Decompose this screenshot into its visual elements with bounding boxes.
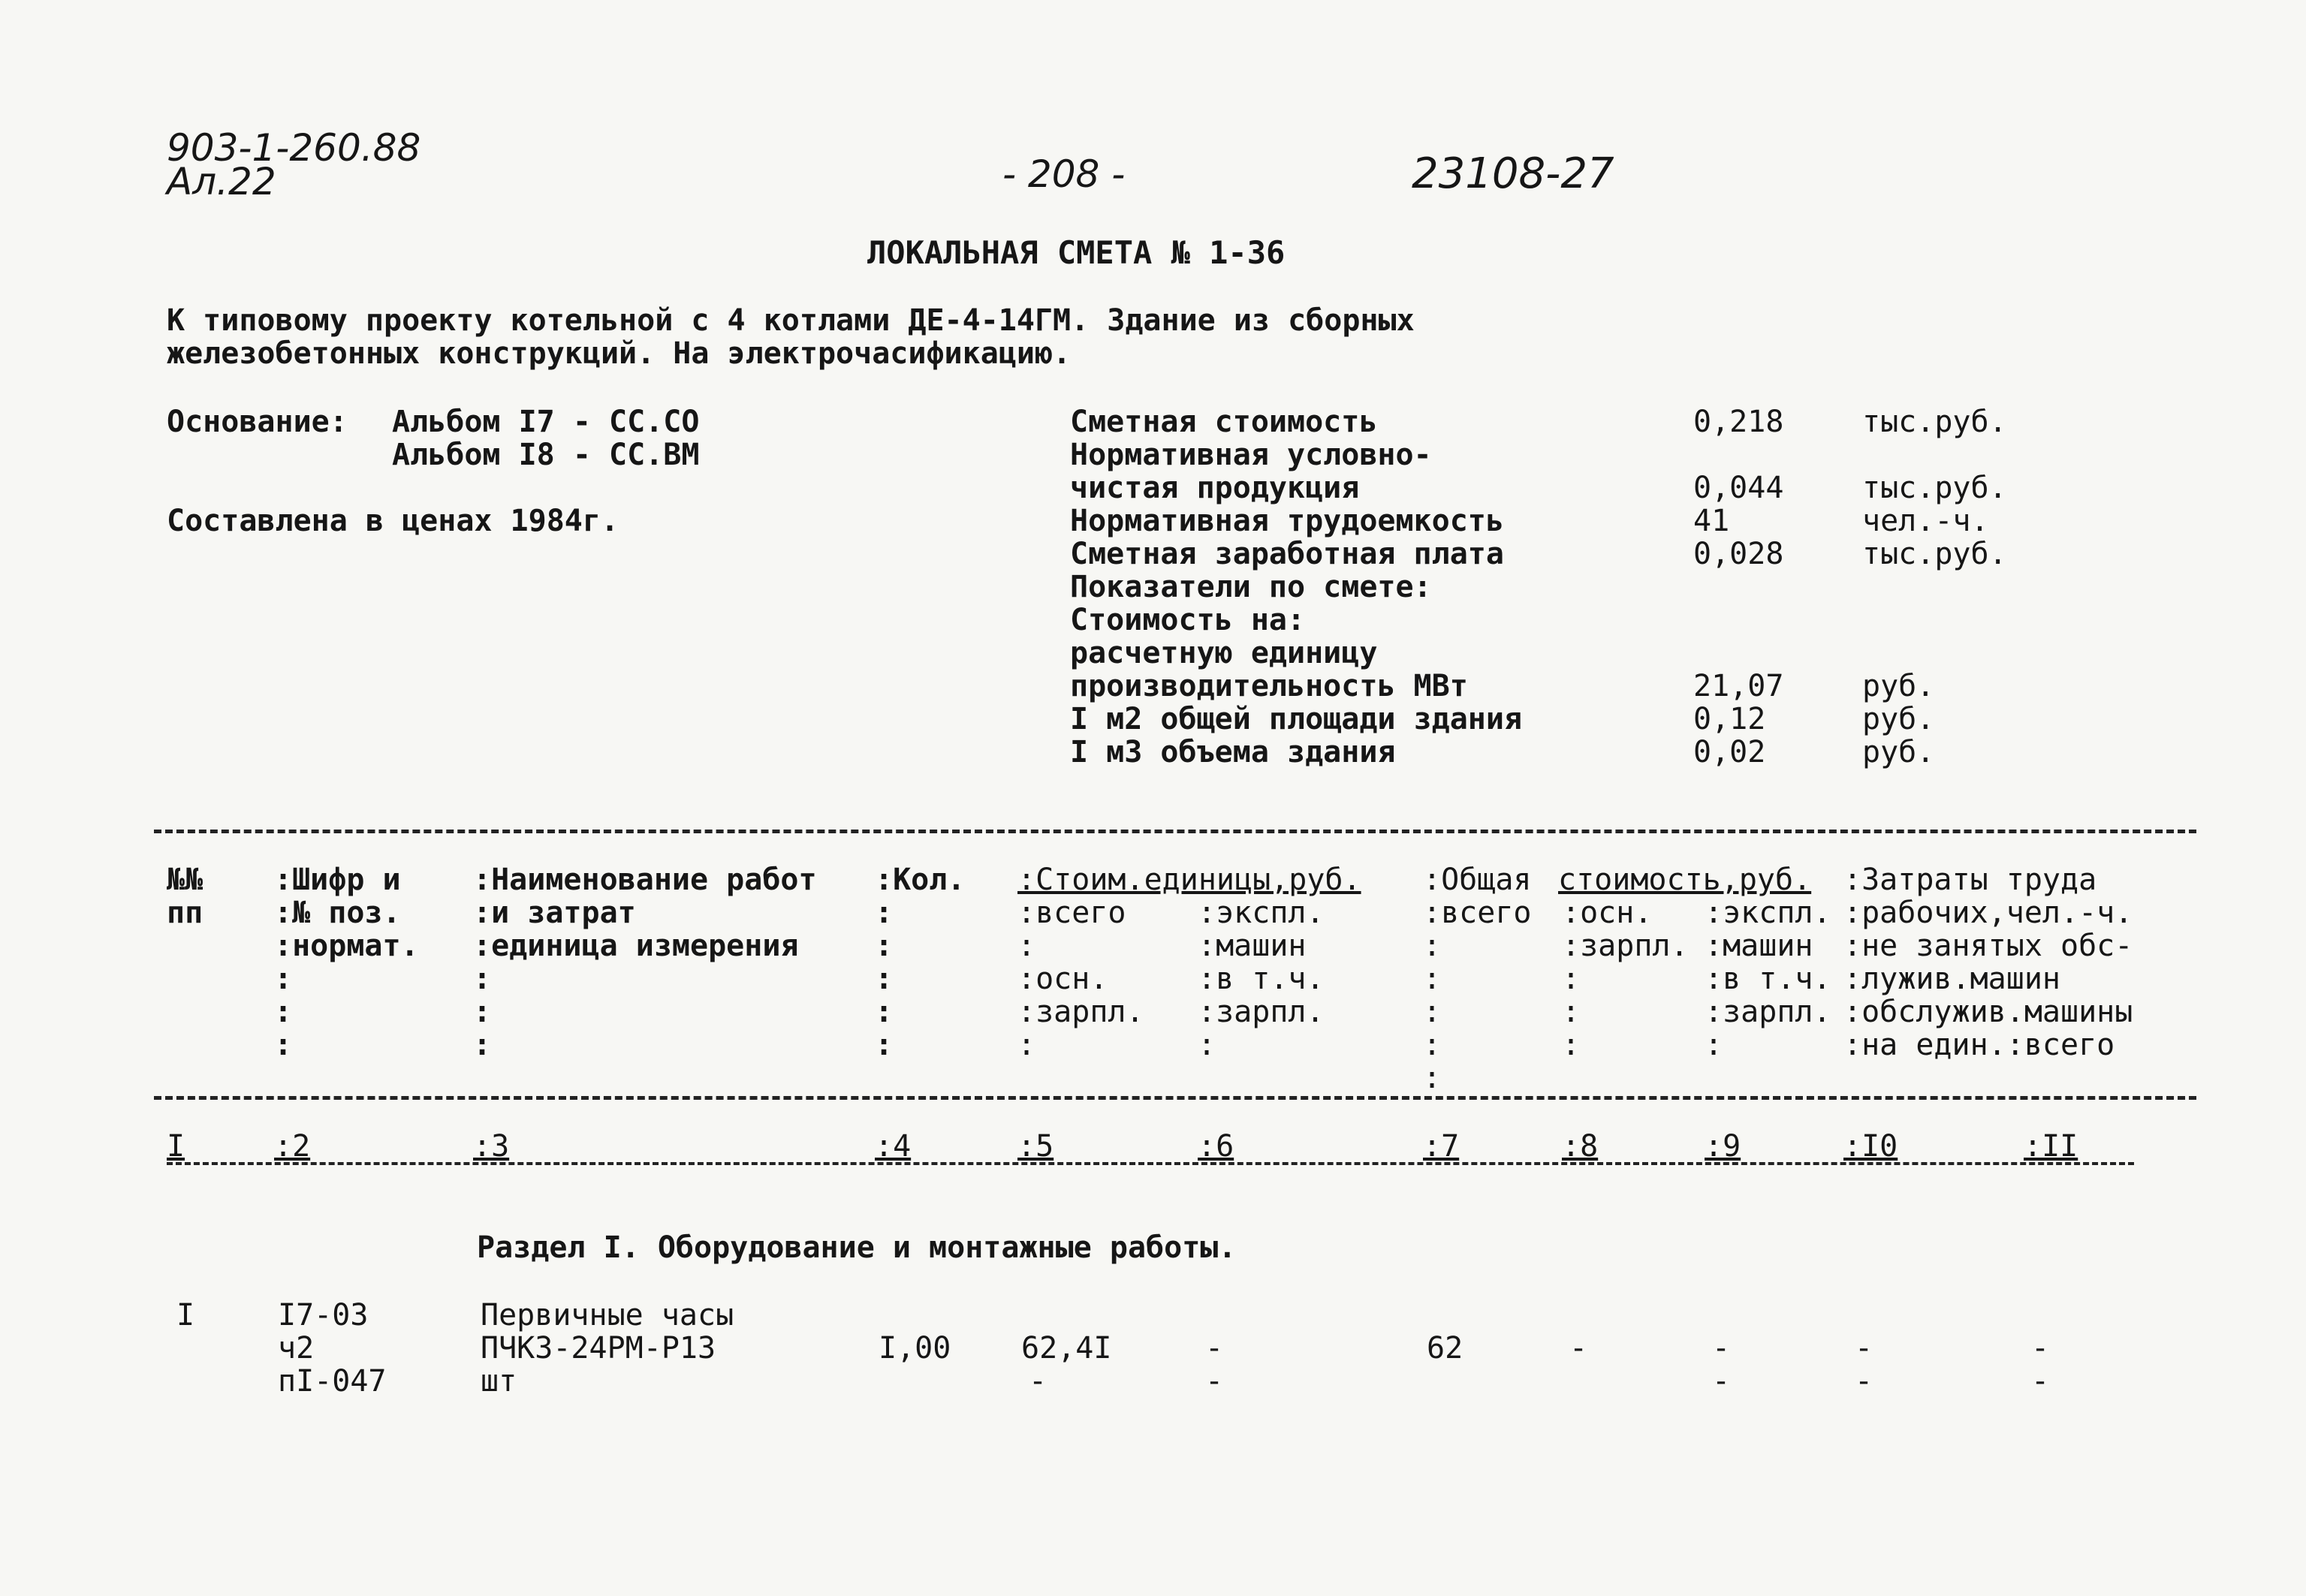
- summary-label: Сметная заработная плата: [1070, 537, 1504, 571]
- page-number: - 208 -: [1002, 152, 1126, 196]
- summary-unit: чел.-ч.: [1862, 504, 1989, 538]
- row-total-mach: -: [1712, 1331, 1731, 1366]
- summary-unit: руб.: [1862, 669, 1935, 703]
- summary-label: I м3 объема здания: [1070, 735, 1396, 769]
- header-cell: :№ поз.: [274, 896, 401, 930]
- header-col-num: [167, 863, 203, 929]
- header-cell: :в т.ч.: [1705, 962, 1831, 996]
- section-title: Раздел I. Оборудование и монтажные работы.: [477, 1230, 1237, 1265]
- page-title: ЛОКАЛЬНАЯ СМЕТА № 1-36: [867, 234, 1286, 271]
- header-cell: :: [1562, 1028, 1581, 1062]
- header-cell: :: [473, 1028, 492, 1062]
- summary-unit: тыс.руб.: [1862, 405, 2007, 439]
- colnum-11: :II: [2024, 1129, 2078, 1164]
- header-cell: :: [875, 929, 894, 963]
- row-total: 62: [1427, 1331, 1463, 1366]
- header-cell: :машин: [1198, 929, 1307, 963]
- header-cell: :: [1423, 1061, 1442, 1095]
- row-code-line: ч2: [278, 1331, 315, 1366]
- header-cell: :осн.: [1562, 896, 1653, 930]
- header-cell: :: [1017, 929, 1036, 963]
- header-cell: :: [1198, 1028, 1216, 1062]
- header-cell: :: [1423, 995, 1442, 1029]
- header-cell: №№: [167, 863, 203, 897]
- row-name-line: ПЧКЗ-24РМ-Р13: [481, 1331, 716, 1366]
- colnum-4: :4: [875, 1129, 912, 1164]
- summary-unit: руб.: [1862, 702, 1935, 736]
- row-code-line: пI-047: [278, 1364, 387, 1399]
- summary-value: [1693, 637, 1783, 670]
- colnum-6: :6: [1198, 1129, 1234, 1164]
- row-labor-unit: -: [1855, 1331, 1873, 1366]
- summary-label: чистая продукция: [1070, 471, 1360, 505]
- doc-code: 903-1-260.88: [167, 126, 421, 170]
- summary-value: 21,07: [1693, 669, 1784, 703]
- summary-unit: [1862, 604, 2007, 637]
- row-unit-wage: -: [1029, 1364, 1047, 1399]
- summary-value: 0,028: [1693, 537, 1784, 571]
- summary-values: [1693, 405, 1783, 769]
- colnum-10: :I0: [1843, 1129, 1898, 1164]
- header-cell: :зарпл.: [1017, 995, 1144, 1029]
- header-cell: :экспл.: [1198, 896, 1325, 930]
- header-cell: :: [875, 1028, 894, 1062]
- row-labor-total-2: -: [2031, 1364, 2050, 1399]
- summary-label: производительность МВт: [1070, 669, 1468, 703]
- row-qty: I,00: [879, 1331, 951, 1366]
- stamp-number: 23108-27: [1412, 149, 1614, 198]
- header-unit-cost-title: :Стоим.единицы,руб.: [1017, 863, 1361, 897]
- summary-labels: [1070, 405, 1522, 769]
- header-cell: :зарпл.: [1198, 995, 1325, 1029]
- header-col-unit-total: [1017, 896, 1144, 1061]
- header-total-cost-title: стоимость,руб.: [1558, 863, 1812, 897]
- summary-label: Стоимость на:: [1070, 603, 1306, 637]
- colnum-2: :2: [274, 1129, 311, 1164]
- header-cell: :Кол.: [875, 863, 966, 897]
- summary-label: расчетную единицу: [1070, 636, 1378, 670]
- summary-label: Показатели по смете:: [1070, 570, 1432, 604]
- prices-note: Составлена в ценах 1984г.: [167, 504, 619, 538]
- summary-label: I м2 общей площади здания: [1070, 702, 1523, 736]
- description-line-1: К типовому проекту котельной с 4 котлами ДЕ-4-14ГМ. Здание из сборных: [167, 303, 1415, 338]
- row-total-wage: -: [1569, 1331, 1588, 1366]
- colnum-9: :9: [1705, 1129, 1741, 1164]
- header-cell: :: [473, 995, 492, 1029]
- summary-unit: [1862, 637, 2007, 670]
- summary-unit: тыс.руб.: [1862, 471, 2007, 505]
- header-cell: :осн.: [1017, 962, 1108, 996]
- summary-units: [1862, 405, 2007, 769]
- header-col-qty: [875, 863, 965, 1061]
- header-cell: :: [274, 995, 293, 1029]
- header-cell: :рабочих,чел.-ч.: [1843, 896, 2133, 930]
- header-cell: :: [1423, 1028, 1442, 1062]
- summary-label: Нормативная трудоемкость: [1070, 504, 1504, 538]
- summary-unit: руб.: [1862, 735, 1935, 769]
- row-code-line: I7-03: [278, 1298, 369, 1333]
- header-cell: :экспл.: [1705, 896, 1831, 930]
- row-unit-mach: -: [1205, 1331, 1224, 1366]
- header-cell: :на един.:всего: [1843, 1028, 2115, 1062]
- summary-value: 0,12: [1693, 702, 1766, 736]
- colnum-7: :7: [1423, 1129, 1460, 1164]
- header-cell: :: [1562, 962, 1581, 996]
- header-cell: :всего: [1017, 896, 1126, 930]
- header-cell: :: [875, 896, 894, 930]
- summary-label: Сметная стоимость: [1070, 405, 1378, 439]
- header-cell: :: [274, 1028, 293, 1062]
- header-cell: :зарпл.: [1705, 995, 1831, 1029]
- summary-value: 0,218: [1693, 405, 1784, 439]
- header-cell: :: [1562, 995, 1581, 1029]
- header-cell: пп: [167, 896, 203, 930]
- header-cell: :Наименование работ: [473, 863, 817, 897]
- summary-value: [1693, 604, 1783, 637]
- colnum-8: :8: [1562, 1129, 1599, 1164]
- row-name: [481, 1299, 734, 1398]
- header-cell: :: [473, 962, 492, 996]
- summary-value: [1693, 438, 1783, 471]
- album-label: Ал.22: [167, 160, 276, 203]
- header-cell: :Затраты труда: [1843, 863, 2097, 897]
- header-col-total-wage: [1562, 896, 1689, 1061]
- row-unit-mach-wage: -: [1205, 1364, 1224, 1399]
- header-cell: :в т.ч.: [1198, 962, 1325, 996]
- header-col-labor: [1843, 863, 2133, 1061]
- header-cell: :обслужив.машины: [1843, 995, 2133, 1029]
- header-cell: :лужив.машин: [1843, 962, 2060, 996]
- header-cell: :машин: [1705, 929, 1813, 963]
- summary-unit: [1862, 438, 2007, 471]
- basis-line-1: Альбом I7 - СС.СО: [392, 405, 700, 439]
- summary-value: 41: [1693, 504, 1730, 538]
- colnum-5: :5: [1017, 1129, 1054, 1164]
- header-cell: :: [274, 962, 293, 996]
- row-name-line: Первичные часы: [481, 1298, 734, 1333]
- row-code: [278, 1299, 387, 1398]
- colnum-1: I: [167, 1129, 185, 1164]
- summary-value: 0,02: [1693, 735, 1766, 769]
- row-labor-total: -: [2031, 1331, 2050, 1366]
- header-cell: :: [1017, 1028, 1036, 1062]
- header-cell: :: [1423, 929, 1442, 963]
- header-cell: :: [875, 995, 894, 1029]
- header-col-name: [473, 863, 817, 1061]
- header-col-code: [274, 863, 419, 1061]
- header-col-total-mach: [1705, 896, 1831, 1061]
- summary-value: 0,044: [1693, 471, 1784, 505]
- summary-value: [1693, 571, 1783, 604]
- colnum-3: :3: [473, 1129, 510, 1164]
- header-cell: :зарпл.: [1562, 929, 1689, 963]
- basis-label: Основание:: [167, 405, 348, 439]
- colnum-underline: [167, 1162, 2134, 1165]
- header-cell: :: [1705, 1028, 1723, 1062]
- header-col-unit-mach: [1198, 896, 1325, 1061]
- header-cell: :Шифр и: [274, 863, 401, 897]
- description-line-2: железобетонных конструкций. На электрочасификацию.: [167, 336, 1072, 371]
- header-col-total: [1423, 863, 1532, 1095]
- header-cell: :и затрат: [473, 896, 636, 930]
- summary-unit: [1862, 571, 2007, 604]
- row-total-mach-wage: -: [1712, 1364, 1731, 1399]
- header-cell: :не занятых обс-: [1843, 929, 2133, 963]
- row-number: I: [176, 1298, 195, 1333]
- row-name-line: шт: [481, 1364, 517, 1399]
- table-top-rule: [154, 830, 2196, 833]
- row-unit-total: 62,4I: [1021, 1331, 1112, 1366]
- summary-label: Нормативная условно-: [1070, 438, 1432, 472]
- header-cell: :: [1423, 962, 1442, 996]
- table-header-rule: [154, 1096, 2196, 1100]
- header-cell: :единица измерения: [473, 929, 799, 963]
- header-cell: :: [875, 962, 894, 996]
- summary-unit: тыс.руб.: [1862, 537, 2007, 571]
- header-cell: :всего: [1423, 896, 1532, 930]
- header-cell: :нормат.: [274, 929, 419, 963]
- row-labor-unit-2: -: [1855, 1364, 1873, 1399]
- basis-line-2: Альбом I8 - СС.ВМ: [392, 438, 700, 472]
- header-cell: :Общая: [1423, 863, 1532, 897]
